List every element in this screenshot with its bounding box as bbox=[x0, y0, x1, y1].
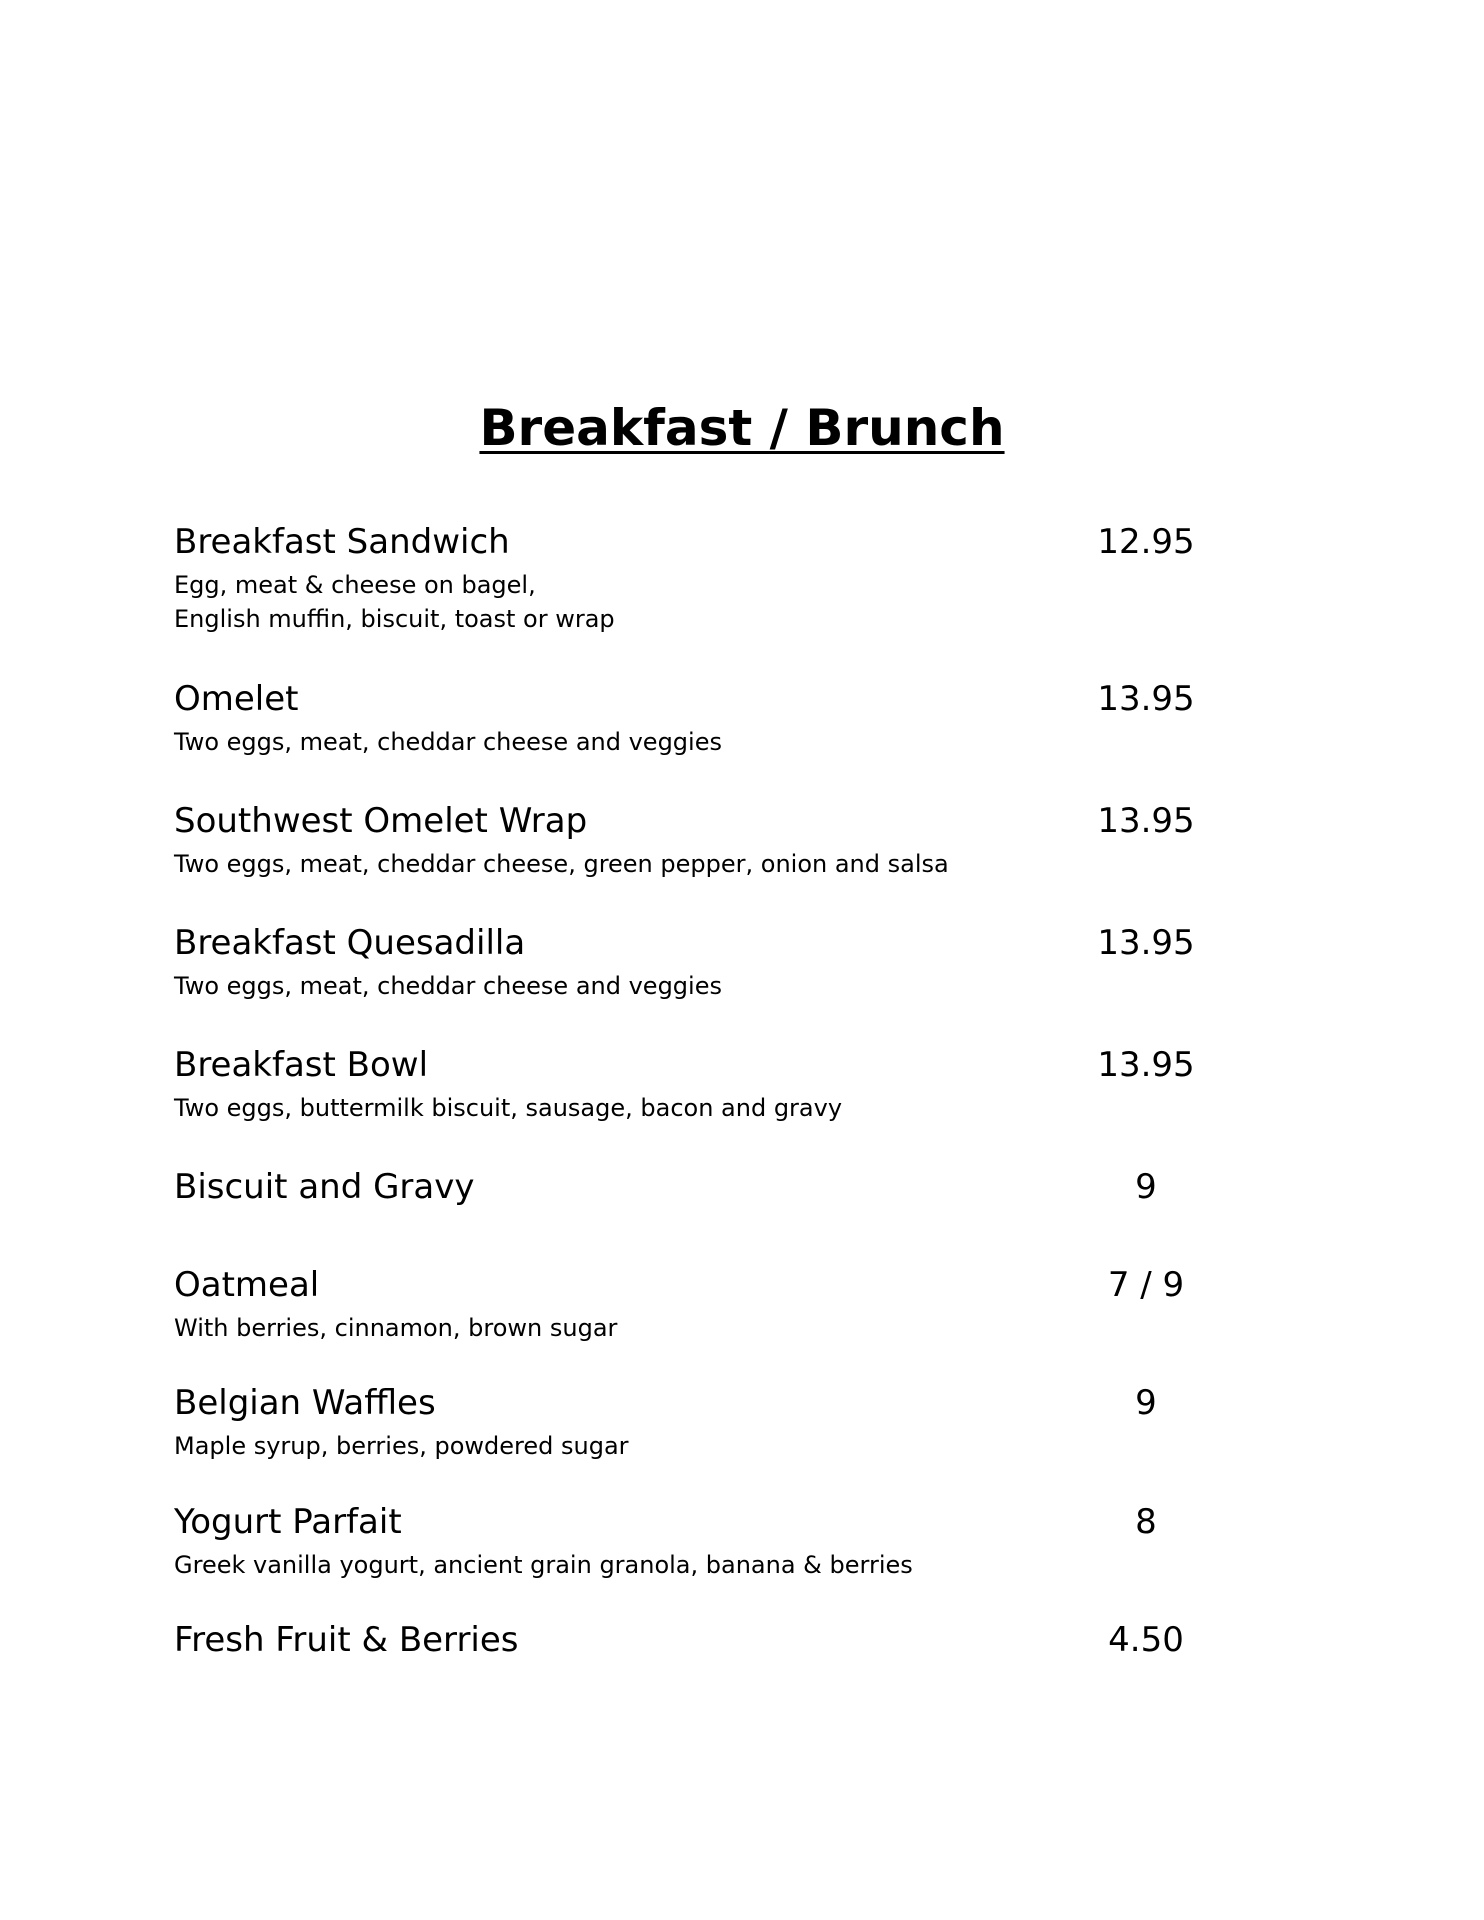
item-description-line: Two eggs, meat, cheddar cheese and veggies bbox=[174, 972, 722, 1000]
item-name: Biscuit and Gravy bbox=[174, 1167, 475, 1207]
item-price: 9 bbox=[1135, 1167, 1157, 1207]
item-name: Oatmeal bbox=[174, 1265, 320, 1305]
page-title bbox=[0, 398, 1484, 458]
item-description bbox=[174, 969, 722, 1003]
item-description-line: Two eggs, meat, cheddar cheese and veggies bbox=[174, 728, 722, 756]
item-description-line: Two eggs, meat, cheddar cheese, green pepper, onion and salsa bbox=[174, 850, 949, 878]
item-description bbox=[174, 1311, 617, 1345]
item-description bbox=[174, 568, 615, 636]
item-name: Breakfast Bowl bbox=[174, 1045, 429, 1085]
item-name: Belgian Waffles bbox=[174, 1383, 436, 1423]
item-name: Southwest Omelet Wrap bbox=[174, 801, 588, 841]
item-price: 12.95 bbox=[1097, 522, 1195, 562]
item-description-line: Two eggs, buttermilk biscuit, sausage, bacon and gravy bbox=[174, 1094, 843, 1122]
item-description-line: Egg, meat & cheese on bagel, bbox=[174, 571, 536, 599]
item-price: 13.95 bbox=[1097, 1045, 1195, 1085]
item-name: Fresh Fruit & Berries bbox=[174, 1620, 519, 1660]
item-price: 7 / 9 bbox=[1107, 1265, 1185, 1305]
item-description bbox=[174, 1091, 842, 1125]
item-description bbox=[174, 1548, 913, 1582]
item-description-line: With berries, cinnamon, brown sugar bbox=[174, 1314, 618, 1342]
item-price: 4.50 bbox=[1108, 1620, 1184, 1660]
item-name: Breakfast Quesadilla bbox=[174, 923, 526, 963]
item-description bbox=[174, 725, 722, 759]
item-price: 13.95 bbox=[1097, 679, 1195, 719]
item-description bbox=[174, 1429, 629, 1463]
item-name: Omelet bbox=[174, 679, 299, 719]
item-name: Breakfast Sandwich bbox=[174, 522, 510, 562]
item-price: 13.95 bbox=[1097, 923, 1195, 963]
page-title-text: Breakfast / Brunch bbox=[479, 399, 1005, 457]
item-price: 9 bbox=[1135, 1383, 1157, 1423]
item-price: 8 bbox=[1135, 1502, 1157, 1542]
item-description-line: Greek vanilla yogurt, ancient grain granola, banana & berries bbox=[174, 1551, 913, 1579]
item-description bbox=[174, 847, 949, 881]
item-description-line: Maple syrup, berries, powdered sugar bbox=[174, 1432, 629, 1460]
item-name: Yogurt Parfait bbox=[174, 1502, 402, 1542]
item-price: 13.95 bbox=[1097, 801, 1195, 841]
item-description-line: English muffin, biscuit, toast or wrap bbox=[174, 605, 615, 633]
